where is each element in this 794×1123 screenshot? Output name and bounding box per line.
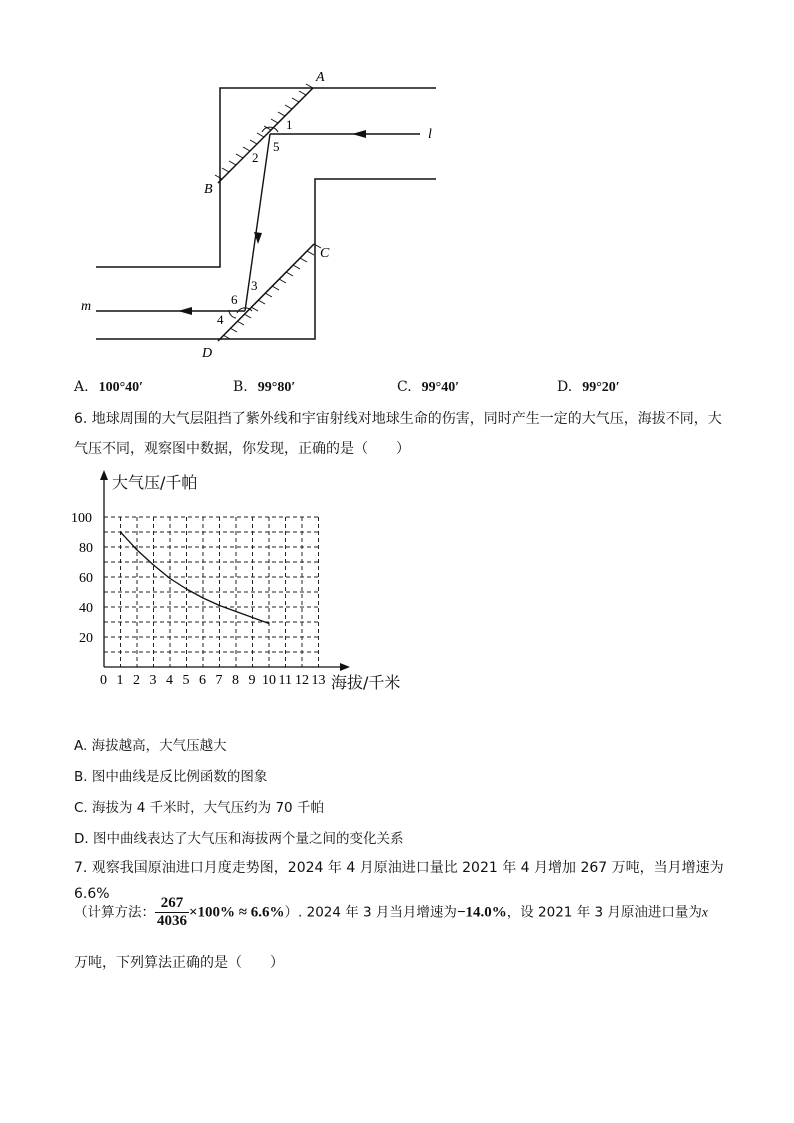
chart-y-axis-label: 大气压/千帕 <box>112 473 198 492</box>
label-angle-2: 2 <box>252 150 259 165</box>
label-A: A <box>316 70 325 85</box>
x-tick-label: 10 <box>262 673 276 688</box>
q7-stem-line3: 万吨，下列算法正确的是（ ） <box>74 955 284 971</box>
label-angle-3: 3 <box>251 278 258 293</box>
q6-option-d: D. 图中曲线表达了大气压和海拔两个量之间的变化关系 <box>74 831 404 847</box>
label-l: l <box>428 127 432 142</box>
x-tick-label: 11 <box>278 673 292 688</box>
q6-option-b: B. 图中曲线是反比例函数的图象 <box>74 769 268 785</box>
chart-x-axis-label: 海拔/千米 <box>331 673 401 692</box>
label-m: m <box>81 299 92 314</box>
x-tick-label: 1 <box>116 673 124 688</box>
q6-stem-line1: 6. 地球周围的大气层阻挡了紫外线和宇宙射线对地球生命的伤害，同时产生一定的大气压，海拔不同，大 <box>74 411 722 427</box>
q7-fraction-numerator: 267 <box>155 895 189 913</box>
x-tick-label: 5 <box>182 673 190 688</box>
x-tick-label: 3 <box>149 673 157 688</box>
q7-variable: x <box>701 904 708 920</box>
label-D: D <box>202 346 213 361</box>
x-tick-label: 12 <box>295 673 309 688</box>
label-angle-6: 6 <box>231 292 238 307</box>
q6-stem-line2: 气压不同，观察图中数据，你发现，正确的是（ ） <box>74 441 410 457</box>
label-angle-5: 5 <box>273 139 280 154</box>
q5-option-a: A. 100°40′ <box>74 379 144 395</box>
x-axis-arrow <box>340 663 350 671</box>
q7-calc-expression: ×100% ≈ 6.6% <box>189 904 285 921</box>
y-tick-label: 20 <box>79 631 93 646</box>
pressure-curve <box>121 532 270 624</box>
label-angle-4: 4 <box>217 312 224 327</box>
y-tick-label: 80 <box>79 541 93 556</box>
x-tick-label: 8 <box>232 673 239 688</box>
q7-fraction-denominator: 4036 <box>157 913 187 929</box>
q5-option-c: C. 99°40′ <box>397 379 460 395</box>
q7-calc-prefix: （计算方法： <box>74 904 155 921</box>
x-tick-label: 4 <box>166 673 173 688</box>
q5-option-d: D. 99°20′ <box>557 379 620 395</box>
label-B: B <box>204 182 213 197</box>
q7-fraction <box>155 895 189 930</box>
y-axis-arrow <box>100 470 108 480</box>
q7-rate: −14.0% <box>456 904 507 921</box>
q6-option-c: C. 海拔为 4 千米时，大气压约为 70 千帕 <box>74 800 324 816</box>
q7-tail: ，设 2021 年 3 月原油进口量为 <box>506 904 702 921</box>
x-tick-label: 7 <box>215 673 223 688</box>
q7-stem-line1: 7. 观察我国原油进口月度走势图，2024 年 4 月原油进口量比 2021 年 4 月增加 267 万吨，当月增速为 6.6% <box>74 860 724 902</box>
x-tick-label: 6 <box>199 673 206 688</box>
q7-calc-suffix: ）. 2024 年 3 月当月增速为 <box>284 904 457 921</box>
x-tick-label: 13 <box>311 673 326 688</box>
q7-stem-line2 <box>74 895 708 930</box>
y-tick-label: 100 <box>71 511 92 526</box>
label-C: C <box>320 246 330 261</box>
x-tick-label: 0 <box>100 673 107 688</box>
label-angle-1: 1 <box>286 117 293 132</box>
x-tick-label: 9 <box>248 673 256 688</box>
q5-option-b: B. 99°80′ <box>233 379 296 395</box>
y-tick-label: 60 <box>79 571 93 586</box>
y-tick-label: 40 <box>79 601 93 616</box>
q6-option-a: A. 海拔越高，大气压越大 <box>74 738 227 754</box>
x-tick-label: 2 <box>133 673 140 688</box>
